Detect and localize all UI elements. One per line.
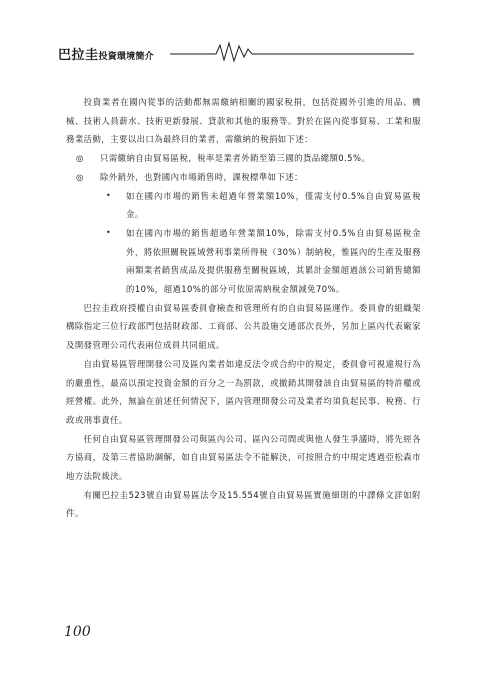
header-heartbeat-line (58, 34, 418, 64)
page-header (58, 34, 418, 64)
sub-list-item (106, 224, 421, 299)
dot-bullet-icon: • (106, 227, 112, 237)
dot-bullet-icon: • (106, 190, 112, 200)
page-number: 100 (64, 624, 91, 640)
sub-list-item-text: 如在國內市場的銷售未超過年營業額10%，僅需支付0.5%自由貿易區稅金。 (126, 190, 421, 220)
list-item-text: 除外銷外，也對國內市場銷售時，課稅標準如下述： (100, 171, 303, 182)
paragraph: 任何自由貿易區管理開發公司與區內公司、區內公司間或與他人發生爭議時，將先經各方協商，及第三者協助調解，如自由貿易區法令不能解決，可按照合約中規定透過亞松森市地方法院裁決。 (66, 433, 421, 482)
list-item-text: 只需繳納自由貿易區稅，稅率是業者外銷至第三國的貨品總額0.5%。 (100, 153, 371, 164)
sub-list-item-text: 如在國內市場的銷售超過年營業額10%，除需支付0.5%自由貿易區稅金外，將依照關稅區域營利事業所得稅（30%）制納稅，惟區內的生產及服務兩類業者銷售成品及提供服務至關稅區域，其累計金額超過該公司銷售總額的10%，超過10%的部分可依原需納稅金額減免70%。 (126, 227, 421, 295)
paragraph: 巴拉圭政府授權自由貿易區委員會檢查和管理所有的自由貿易區運作。委員會的組織架構除指定三位行政部門包括財政部、工商部、公共設施交通部次長外，另加上區內代表廠家及開發管理公司代表兩位成員共同組成。 (66, 302, 421, 351)
paragraph: 投資業者在國內從事的活動都無需繳納相關的國家稅捐，包括從國外引進的用品、機械、技術人員薪水、技術更新發展、貸款和其他的服務等。對於在區內從事貿易、工業和服務業活動，主要以出口為最終目的業者，需繳納的稅捐如下述： (66, 97, 421, 145)
double-circle-bullet-icon: ◎ (76, 171, 84, 182)
list-item (66, 168, 421, 187)
header-title-main: 巴拉圭 (58, 48, 99, 63)
paragraph: 有關巴拉圭523號自由貿易區法令及15.554號自由貿易區實施細則的中譯條文詳如附件。 (66, 489, 421, 519)
paragraph: 自由貿易區管理開發公司及區內業者如違反法令或合約中的規定，委員會可視違規行為的嚴重性，最高以預定投資金額的百分之一為罰款，或撤銷其開發該自由貿易區的特許權或經營權。此外，無論在前述任何情況下，區內管理開發公司及業者均須負起民事、稅務、行政或刑事責任。 (66, 358, 421, 425)
document-body (66, 93, 421, 523)
double-circle-bullet-icon: ◎ (76, 153, 84, 164)
list-item (66, 149, 421, 168)
sub-list-item (106, 187, 421, 224)
header-title-sub: 投資環境簡介 (98, 52, 154, 62)
